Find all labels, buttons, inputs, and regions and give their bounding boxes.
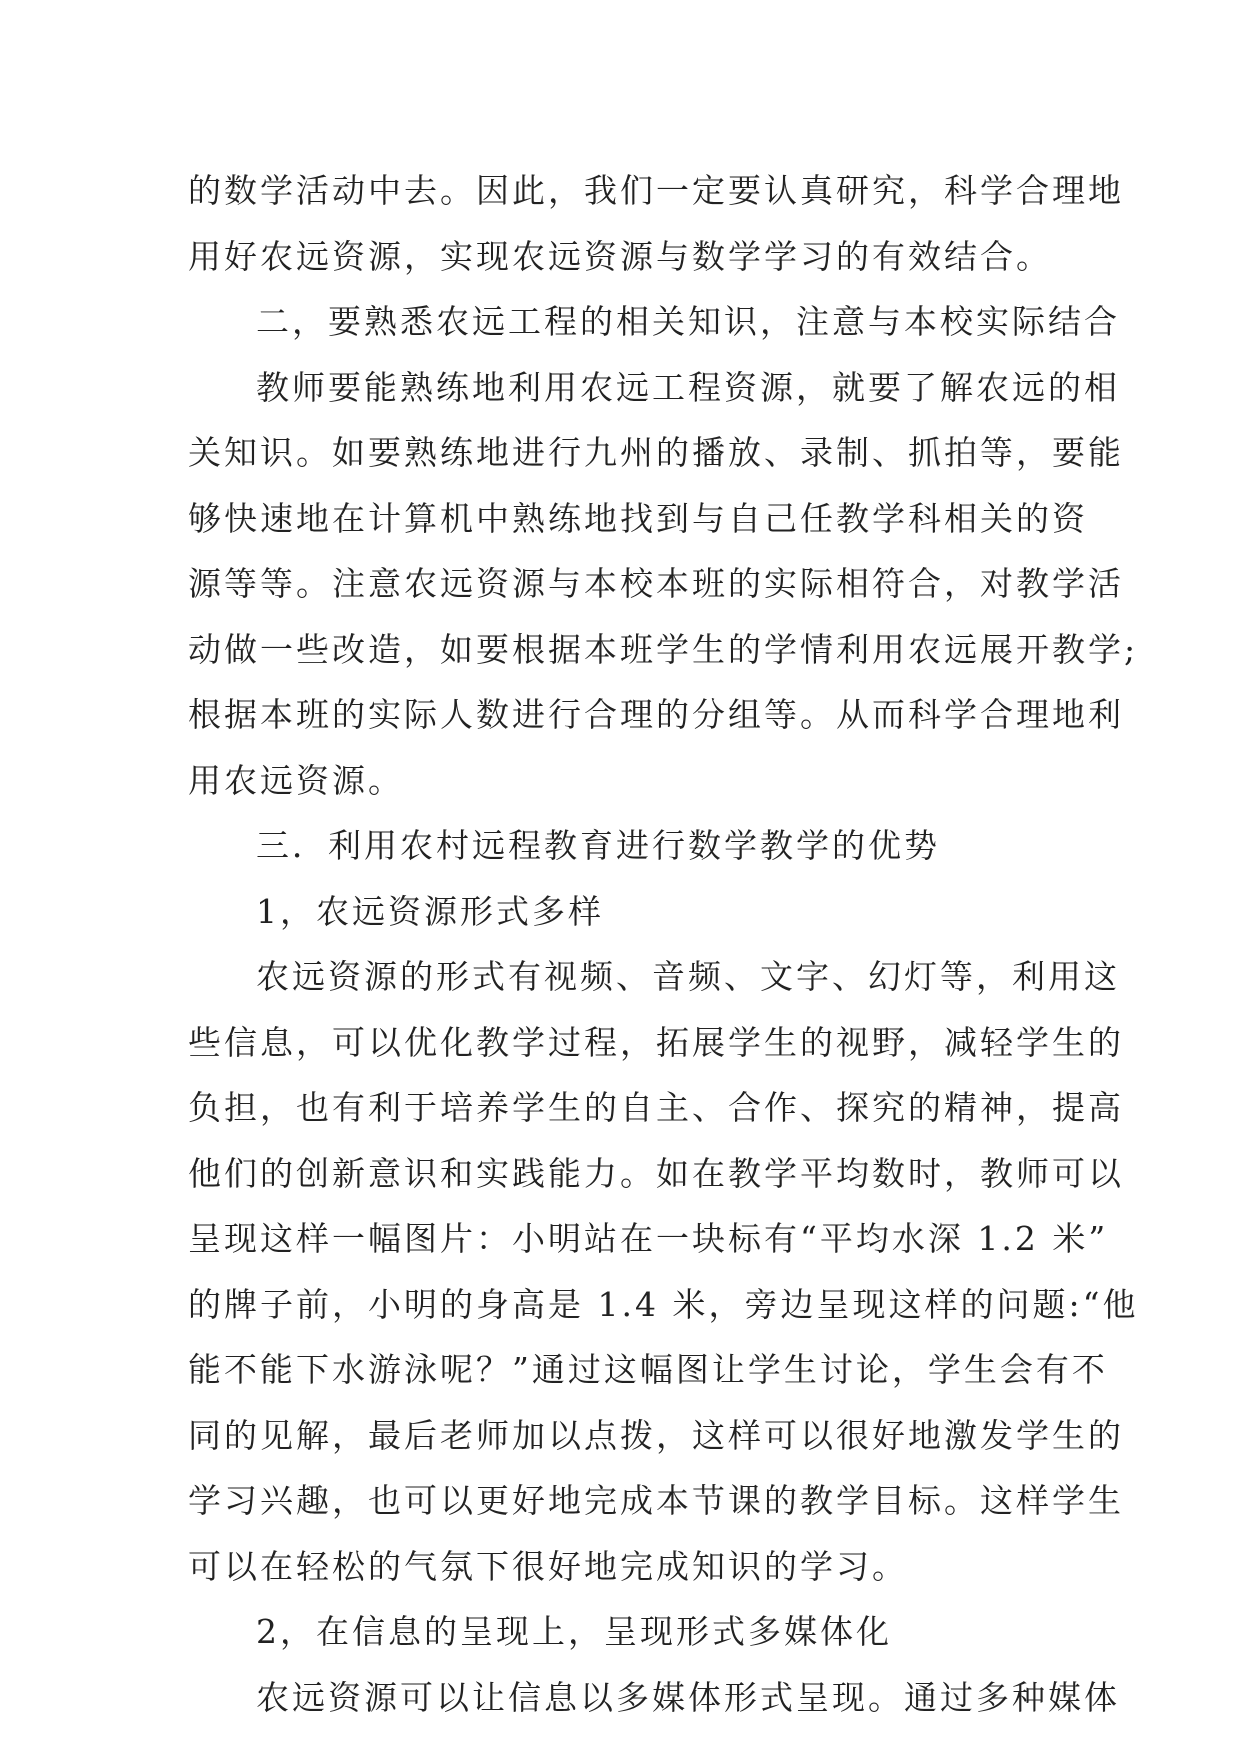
text-line: 呈现这样一幅图片：小明站在一块标有“平均水深 1.2 米” [188,1219,1109,1258]
text-line: 教师要能熟练地利用农远工程资源，就要了解农远的相 [256,367,1120,407]
text-line: 能不能下水游泳呢？”通过这幅图让学生讨论，学生会有不 [188,1350,1108,1389]
text-line: 源等等。注意农远资源与本校本班的实际相符合，对教学活 [188,564,1124,603]
subsection-heading: 2，在信息的呈现上，呈现形式多媒体化 [256,1612,892,1651]
text-line: 根据本班的实际人数进行合理的分组等。从而科学合理地利 [188,695,1124,734]
text-line: 他们的创新意识和实践能力。如在教学平均数时，教师可以 [188,1153,1124,1193]
text-line: 够快速地在计算机中熟练地找到与自己任教学科相关的资 [188,498,1088,538]
text-line: 关知识。如要熟练地进行九州的播放、录制、抓拍等，要能 [188,433,1124,472]
section-heading: 三．利用农村远程教育进行数学教学的优势 [256,826,940,865]
text-line: 些信息，可以优化教学过程，拓展学生的视野，减轻学生的 [188,1022,1124,1062]
text-line: 的牌子前，小明的身高是 1.4 米，旁边呈现这样的问题:“他 [188,1284,1139,1324]
text-line: 同的见解，最后老师加以点拨，这样可以很好地激发学生的 [188,1415,1124,1455]
text-line: 农远资源可以让信息以多媒体形式呈现。通过多种媒体 [256,1677,1120,1717]
text-line: 用好农远资源，实现农远资源与数学学习的有效结合。 [188,236,1052,276]
text-line: 农远资源的形式有视频、音频、文字、幻灯等，利用这 [256,957,1120,996]
text-line: 可以在轻松的气氛下很好地完成知识的学习。 [188,1546,908,1586]
text-line: 动做一些改造，如要根据本班学生的学情利用农远展开教学; [188,629,1139,669]
section-heading: 二，要熟悉农远工程的相关知识，注意与本校实际结合 [256,302,1120,341]
body-text [188,158,1139,1730]
text-line: 的数学活动中去。因此，我们一定要认真研究，科学合理地 [188,171,1124,210]
text-line: 负担，也有利于培养学生的自主、合作、探究的精神，提高 [188,1088,1124,1127]
text-line: 学习兴趣，也可以更好地完成本节课的教学目标。这样学生 [188,1481,1124,1520]
subsection-heading: 1，农远资源形式多样 [256,891,604,931]
text-line: 用农远资源。 [188,760,404,800]
